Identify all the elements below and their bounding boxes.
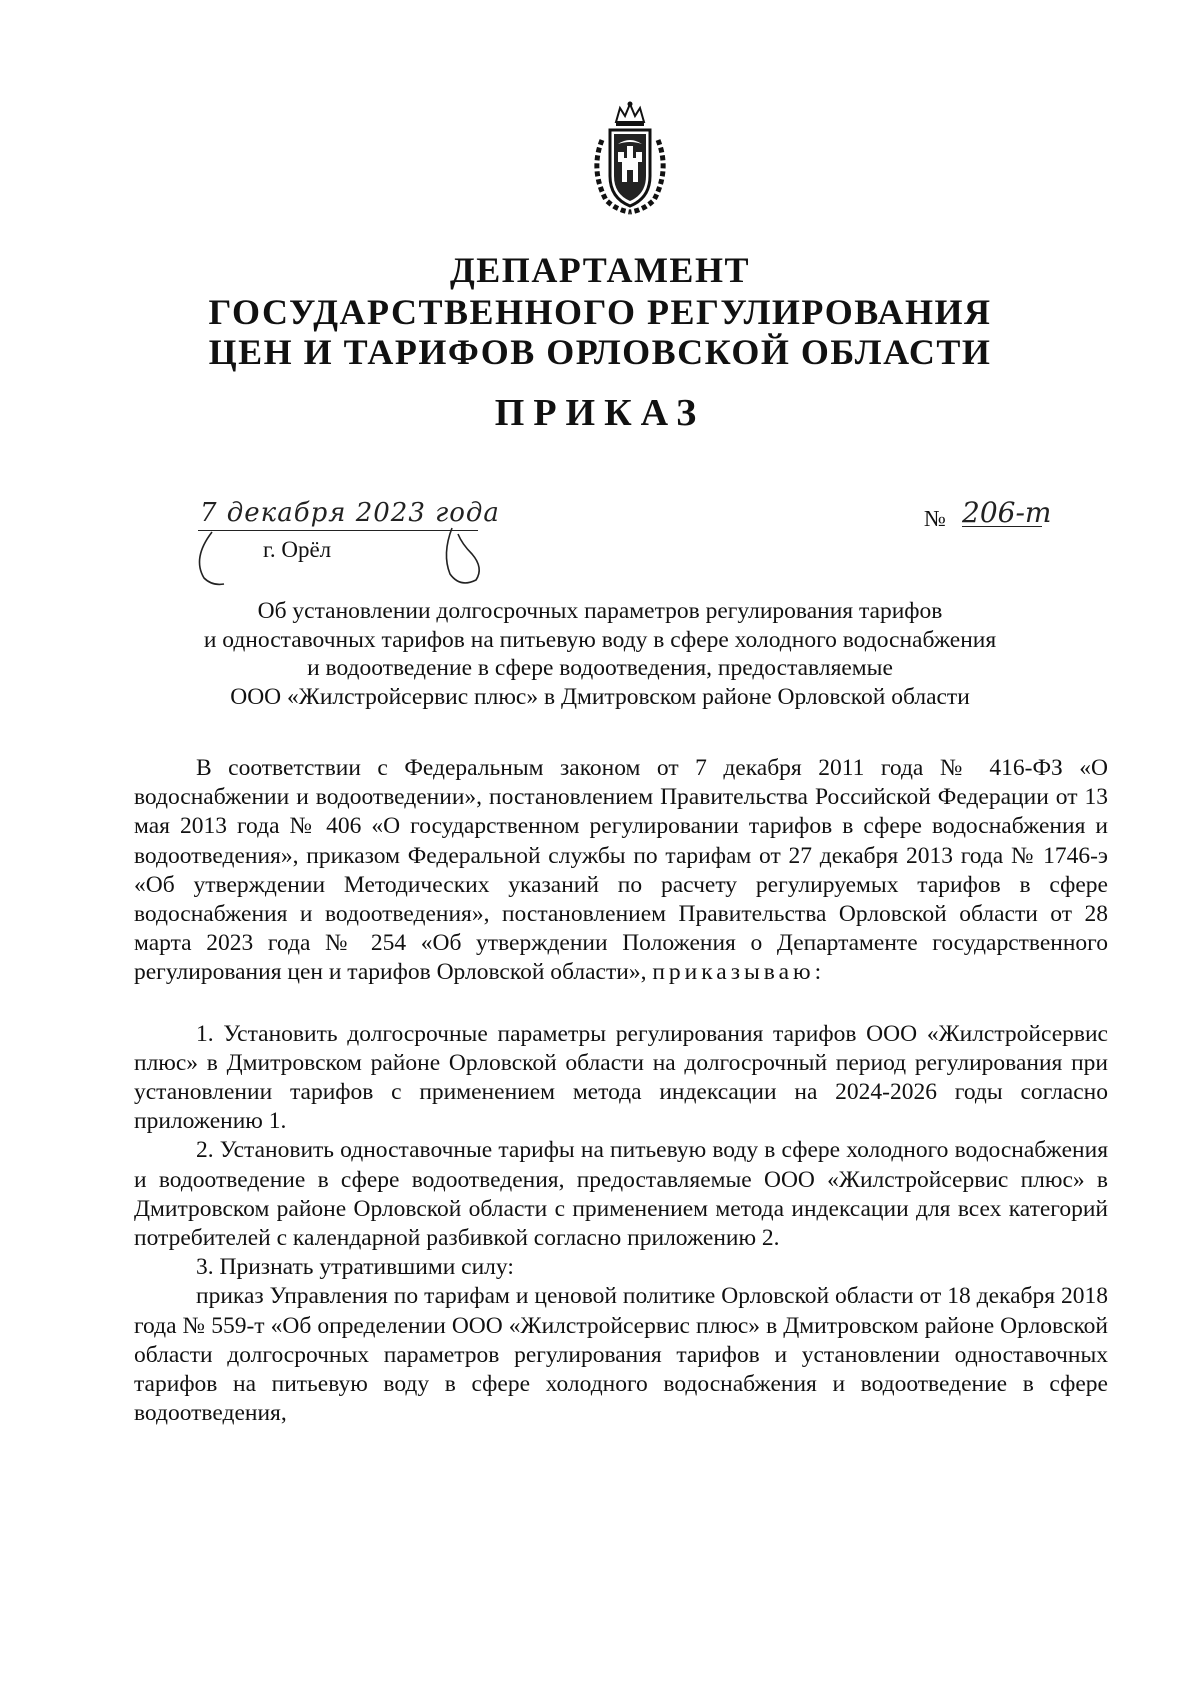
order-body: [134, 754, 1108, 1428]
department-name-line-2: ГОСУДАРСТВЕННОГО РЕГУЛИРОВАНИЯ: [208, 292, 992, 332]
order-word: приказываю:: [652, 959, 826, 986]
date-underline: [198, 530, 478, 531]
preamble-paragraph: [134, 754, 1108, 988]
document-type-title: ПРИКАЗ: [494, 392, 706, 434]
item-3-paragraph: 3. Признать утратившими силу:: [196, 1254, 514, 1281]
handwritten-number: 206-т: [962, 496, 1052, 529]
department-name-line-3: ЦЕН И ТАРИФОВ ОРЛОВСКОЙ ОБЛАСТИ: [208, 332, 992, 372]
left-bracket-mark: [190, 528, 230, 588]
city-label: г. Орёл: [263, 537, 332, 562]
number-prefix: №: [924, 506, 946, 531]
department-name-line-1: ДЕПАРТАМЕНТ: [450, 250, 750, 290]
subject-line: и одноставочных тарифов на питьевую воду в сфере холодного водоснабжения: [203, 626, 997, 653]
subject-line: Об установлении долгосрочных параметров регулирования тарифов: [257, 598, 943, 624]
coat-of-arms-emblem: [572, 100, 688, 216]
right-bracket-mark: [438, 524, 488, 594]
subject-line: и водоотведение в сфере водоотведения, предоставляемые: [307, 655, 893, 681]
order-subject: [120, 597, 1080, 711]
item-2-paragraph: 2. Установить одноставочные тарифы на питьевую воду в сфере холодного водоснабжения и водоотведение в сфере водоотведения, предоставляемые ООО «Жилстройсервис плюс» в Дмитровском районе Орловской области с применением метода индексации для всех категорий потребителей с календарной разбивкой согласно приложению 2.: [134, 1137, 1108, 1252]
subject-line: ООО «Жилстройсервис плюс» в Дмитровском районе Орловской области: [230, 683, 970, 710]
number-underline: [962, 526, 1042, 527]
preamble-text: В соответствии с Федеральным законом от 7 декабря 2011 года № 416-ФЗ «О водоснабжении и водоотведении», постановлением Правительства Российской Федерации от 13 мая 2013 года № 406 «О государственном регулировании тарифов в сфере водоснабжения и водоотведения», приказом Федеральной службы по тарифам от 27 декабря 2013 года № 1746-э «Об утверждении Методических указаний по расчету регулируемых тарифов в сфере водоснабжения и водоотведения», постановлением Правительства Орловской области от 28 марта 2023 года № 254 «Об утверждении Положения о Департаменте государственного регулирования цен и тарифов Орловской области»,: [134, 755, 1108, 986]
handwritten-date: 7 декабря 2023 года: [200, 498, 500, 528]
item-1-paragraph: 1. Установить долгосрочные параметры регулирования тарифов ООО «Жилстройсервис плюс» в Дмитровском районе Орловской области на долгосрочный период регулирования при установлении тарифов с применением метода индексации на 2024-2026 годы согласно приложению 1.: [134, 1020, 1108, 1135]
item-3-sub-paragraph: приказ Управления по тарифам и ценовой политике Орловской области от 18 декабря 2018 года № 559-т «Об определении ООО «Жилстройсервис плюс» в Дмитровском районе Орловской области долгосрочных параметров регулирования тарифов и установлении одноставочных тарифов на питьевую воду в сфере холодного водоснабжения и водоотведение в сфере водоотведения,: [134, 1283, 1108, 1427]
